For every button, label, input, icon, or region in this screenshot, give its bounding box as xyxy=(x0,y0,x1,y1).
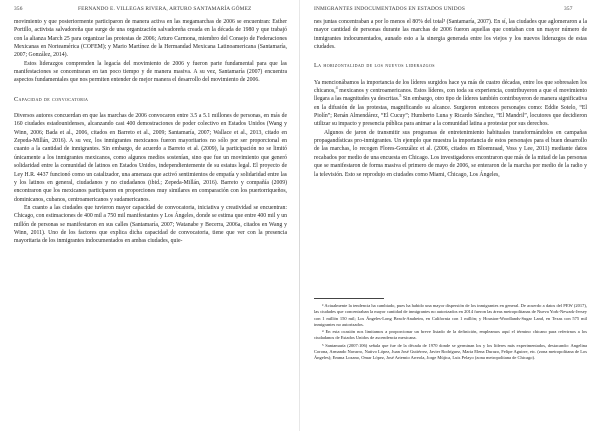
left-paragraph-2: Estos liderazgos comprenden la legacía del movimiento de 2006 y fueron parte fundamental para que las manifestaciones se concentraran en tan poco tiempo y de manera masiva. A su vez, Santamaría (2007) encuentra aspectos fundamentales que nos permiten entender de mejor manera el desarrollo del movimiento de 2006. xyxy=(14,60,287,84)
right-paragraph-3: Algunos de jaron de transmitir sus programas de entretenimiento habituales transformándolos en campañas propagandísticas pro-inmigrantes. Un ejemplo que muestra la importancia de estos personajes para el buen desarrollo de las marchas, lo recogen Flores-González et al. (2006, citados en Bloemraad, Voss y Lee, 2011) mediante datos recabados por medio de una encuesta en Chicago. Los investigadores encontraron que más de la mitad de las personas que se manifestaron de forma masiva el primero de mayo de 2006, se enteraron de la marcha por medio de la radio y la televisión. Esto se reprodujo en ciudades como Miami, Chicago, Los Ángeles, xyxy=(314,129,587,178)
footnote-5: ⁵ Santamaría (2007:106) señala que fue de la década de 1970 donde se germinan los y los líderes más experimentados, destacando: Angelina Corona, Armando Navarro, Nativo López, Juan José Gutiérrez, Javier Rodríguez, Maria Elena Durazo, Felipe Aguirre, etc. (zona metropolitana de Los Ángeles); Emma Lozano, Omar López, José Artemio Arreola, Jorge Mújica, Luis Pelayo (zona metropolitana de Chicago). xyxy=(314,342,587,361)
footnote-4: ⁴ En esta ocasión nos limitamos a proporcionar un breve listado de la definición, empleamos aquí el término chicano para referirnos a los ciudadanos de Estados Unidos de ascendencia mexicana. xyxy=(314,329,587,341)
right-paragraph-2-part-a: Ya mencionábamos la importancia de los líderes surgidos hace ya más de cuatro décadas, entre los que sobresalen los chicanos, xyxy=(314,79,587,95)
section-heading-liderazgos: La horizontalidad de los nuevos liderazgos xyxy=(314,62,435,70)
left-paragraph-3: Diversos autores concuerdan en que las marchas de 2006 convocaron entre 3.5 a 5.1 millones de personas, en más de 160 ciudades estadounidenses, alcanzando casi 400 demostraciones de poder colectivo en Estados Unidos (Wang y Winn, 2006; Bada et al., 2006, citados en Barreto et al., 2009; Santamaría, 2007; Wallace et al., 2013, citado en Zepeda-Millán, 2016). A su vez, los inmigrantes mexicanos fueron mayoritarios no sólo por ser proporcional en cuanto a la cantidad de inmigrantes. Sin embargo, de acuerdo a Barreto et al. (2009), la participación no se limitó únicamente a los inmigrantes mexicanos, como algunos medios sostenían, sino que fue un movimiento que generó solidaridad entre la comunidad de latinos en Estados Unidos, independientemente de su estatus legal. El proyecto de Ley H.R. 4437 funcionó como un catalizador, una amenaza que activó sentimientos de empatía y solidaridad entre las y los latinos en general, ciudadanos y no ciudadanos (ibid.; Zepeda-Millán, 2016). Barreto y compañía (2009) encontraron que los mexicanos participaron en proporciones muy similares en comparación con los puertorriqueños, dominicanos, cubanos, centroamericanos y sudamericanos. xyxy=(14,113,287,203)
left-running-head: FERNANDO E. VILLEGAS RIVERA, ARTURO SANTAMARÍA GÓMEZ xyxy=(78,6,252,12)
right-body xyxy=(314,18,587,179)
right-running-head: INMIGRANTES INDOCUMENTADOS EN ESTADOS UNIDOS xyxy=(314,6,465,12)
footnote-3: ³ Actualmente la tendencia ha cambiado, pues ha habido una mayor dispersión de los inmigrantes en general. De acuerdo a datos del PEW (2017), las ciudades que concentraban la mayor cantidad de inmigrantes no autorizados en 2014 fueron las áreas metropolitanas de Nueva York-Newark-Jersey con 1 millón 150 mil; Los Ángeles-Long Beach-Anaheim, en California con 1 millón; y Houston-Woodlands-Sugar Land, en Texas con 575 mil inmigrantes no autorizados. xyxy=(314,303,587,327)
section-heading-convocatoria: Capacidad de convocatoria xyxy=(14,95,89,103)
footnotes xyxy=(314,298,587,363)
left-body xyxy=(14,18,287,246)
left-page-number: 356 xyxy=(14,6,23,12)
right-paragraph-2-part-b: mexicanos y centroamericanos. Estos líderes, con toda su experiencia, contribuyeron a que el movimiento llegara a las magnitudes ya descritas. xyxy=(314,88,587,103)
right-page-number: 357 xyxy=(564,6,573,12)
right-paragraph-2-part-c: Sin embargo, otro tipo de líderes también contribuyeron de manera significativa en la difusión de las protestas, magnificando su alcance. Surgieron entonces personajes como: Eddie Sotelo, “El Piolín”; Renán Almendárez, “El Cucuy”; Humberto Luna y Ricardo Sánchez, “El Mandril”, locutores que decidieron utilizar su impacto y presencia pública para animar a la comunidad latina a protestar por sus derechos. xyxy=(314,96,588,128)
footnote-rule xyxy=(314,298,384,299)
footnote-ref-4: 4 xyxy=(335,85,338,91)
footnote-ref-5: 5 xyxy=(399,93,402,99)
right-paragraph-2 xyxy=(314,79,587,129)
left-paragraph-4: En cuanto a las ciudades que tuvieron mayor capacidad de convocatoria, iniciativa y creatividad se encuentran: Chicago, con estimaciones de 400 mil a 750 mil manifestantes y Los Ángeles, donde se estima que entre 400 mil y un millón de personas se manifestaron en sus calles (Santamaría, 2007; Watanabe y Becerra, 2006a, citados en Wang y Winn, 2011). Uno de los factores que explica dicha capacidad de convocatoria, tiene que ver con la presencia mayoritaria de los inmigrantes indocumentados en ambas ciudades, quie- xyxy=(14,204,287,245)
left-paragraph-1: movimiento y que posteriormente participaron de manera activa en las megamarchas de 2006 se encuentran: Esther Portillo, activista salvadoreña que surge de una organización salvadoreña creada en la década de 1980 y que trabajó con la alianza March 25 para organizar las protestas de 2006; Arturo Carmona, miembro del Consejo de Federaciones Mexicanas en Norteamérica (COFEM); y Mario Martínez de la Hermandad Mexicana Latinoamericana (Santamaría, 2007; González, 2014). xyxy=(14,19,287,59)
right-paragraph-1: nes juntas concentraban a por lo menos el 80% del total³ (Santamaría, 2007). En sí, las ciudades que aglomeraron a la mayor cantidad de personas durante las marchas de 2006 fueron aquellas que contaban con un mayor número de inmigrantes indocumentados, aunado esto a la sinergia generada entre los viejos y los nuevos liderazgos de estas ciudades. xyxy=(314,19,587,51)
right-page xyxy=(300,0,600,431)
